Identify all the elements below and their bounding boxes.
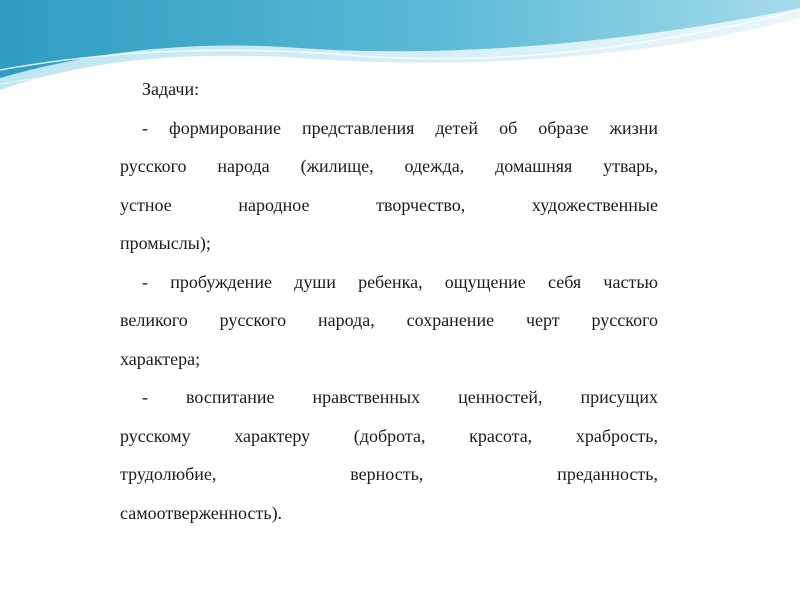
tasks-text (120, 70, 658, 532)
paragraph-1-line-2: русского народа (жилище, одежда, домашняя утварь, (120, 156, 658, 176)
paragraph-1-line-4: промыслы); (120, 233, 211, 253)
paragraph-1-line-3: устное народное творчество, художественные (120, 194, 658, 215)
tasks-heading: Задачи: (142, 79, 200, 99)
paragraph-3-line-2: русскому характеру (доброта, красота, храбрость, (120, 425, 658, 446)
paragraph-2-line-1: - пробуждение души ребенка, ощущение себя частью (142, 271, 658, 292)
paragraph-3-line-3: трудолюбие, верность, преданность, (120, 464, 658, 484)
paragraph-3-line-1: - воспитание нравственных ценностей, присущих (142, 387, 658, 407)
paragraph-2-line-3: характера; (120, 348, 201, 369)
paragraph-3-line-4: самоотверженность). (120, 502, 283, 523)
paragraph-1-line-1: - формирование представления детей об образе жизни (142, 117, 658, 138)
paragraph-2-line-2: великого русского народа, сохранение черт русского (120, 310, 658, 330)
